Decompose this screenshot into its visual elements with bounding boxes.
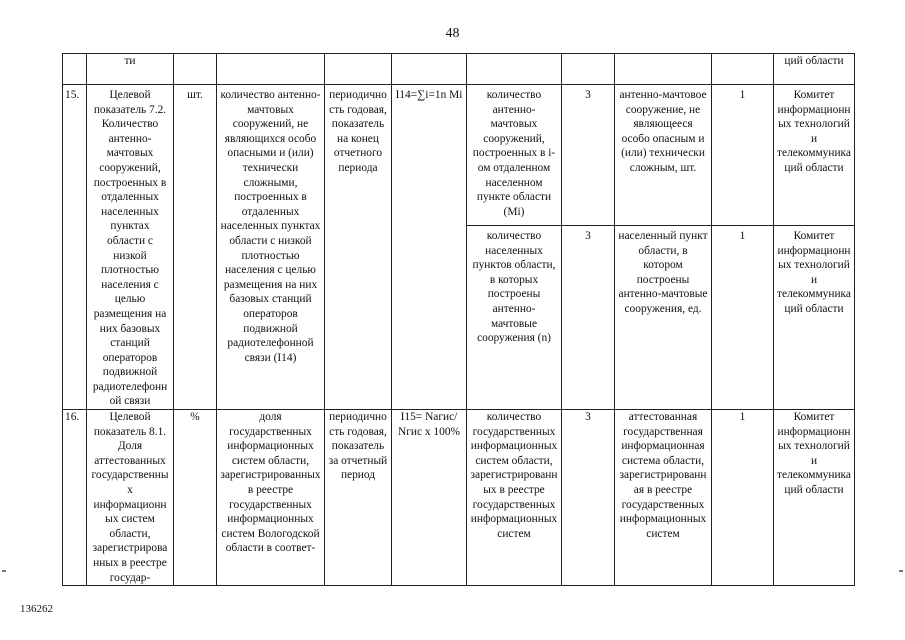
row15-num: 15. (63, 85, 87, 410)
row16-formula: I15= Nагис/ Nгис x 100% (392, 410, 467, 586)
carryover-row (63, 54, 855, 85)
scan-edge-mark (899, 570, 903, 572)
row16-object: аттестованная государственная информационная система области, зарегистрированная в реестре государственных информационных систем (615, 410, 712, 586)
row16-name: Целевой показатель 8.1. Доля аттестованных государственных информационных систем области, зарегистрированных в реестре государ- (87, 410, 174, 586)
document-code: 136262 (20, 603, 53, 615)
row16-num: 16. (63, 410, 87, 586)
row16-responsible: Комитет информационных технологий и телекоммуникаций области (774, 410, 855, 586)
row15-basic-2: количество населенных пунктов области, в которых построены антенно-мачтовые сооружения (n) (467, 226, 562, 410)
carryover-name-cell: ти (87, 54, 174, 85)
row15-definition: количество антенно-мачтовых сооружений, не являющихся особо опасными и (или) технически сложными, построенных в отдаленных населенных пунктах области с низкой плотностью населения с целью размещения на них базовых станций операторов подвижной радиотелефонной связи (I14) (217, 85, 325, 410)
row15-object-1: антенно-мачтовое сооружение, не являющееся особо опасным и (или) технически сложным, шт. (615, 85, 712, 226)
carryover-num-cell (63, 54, 87, 85)
row16-method: 3 (562, 410, 615, 586)
row15-periodicity: периодичность годовая, показатель на конец отчетного периода (325, 85, 392, 410)
row15-responsible-1: Комитет информационных технологий и телекоммуникаций области (774, 85, 855, 226)
row15-basic-1: количество антенно-мачтовых сооружений, построенных в i-ом отдаленном населенном пункте области (Mi) (467, 85, 562, 226)
table-row-15a (63, 85, 855, 226)
scan-edge-mark (2, 570, 6, 572)
row15-method-2: 3 (562, 226, 615, 410)
row15-object-2: населенный пункт области, в котором построены антенно-мачтовые сооружения, ед. (615, 226, 712, 410)
row15-formula: I14=∑i=1n Mi (392, 85, 467, 410)
table-row-16 (63, 410, 855, 586)
page-number: 48 (445, 26, 460, 41)
row16-coverage: 1 (712, 410, 774, 586)
indicators-table (62, 53, 855, 586)
row16-basic: количество государственных информационных систем области, зарегистрированных в реестре государственных информационных систем (467, 410, 562, 586)
row15-unit: шт. (174, 85, 217, 410)
row15-method-1: 3 (562, 85, 615, 226)
row15-coverage-2: 1 (712, 226, 774, 410)
row15-coverage-1: 1 (712, 85, 774, 226)
row16-definition: доля государственных информационных систем области, зарегистрированных в реестре государственных информационных систем Вологодской области в соответ- (217, 410, 325, 586)
row16-unit: % (174, 410, 217, 586)
row15-name: Целевой показатель 7.2. Количество антенно-мачтовых сооружений, построенных в отдаленных населенных пунктах области с низкой плотностью населения с целью размещения на них базовых станций операторов подвижной радиотелефонной связи (87, 85, 174, 410)
carryover-responsible-cell: ций области (774, 54, 855, 85)
row16-periodicity: периодичность годовая, показатель за отчетный период (325, 410, 392, 586)
row15-responsible-2: Комитет информационных технологий и телекоммуникаций области (774, 226, 855, 410)
